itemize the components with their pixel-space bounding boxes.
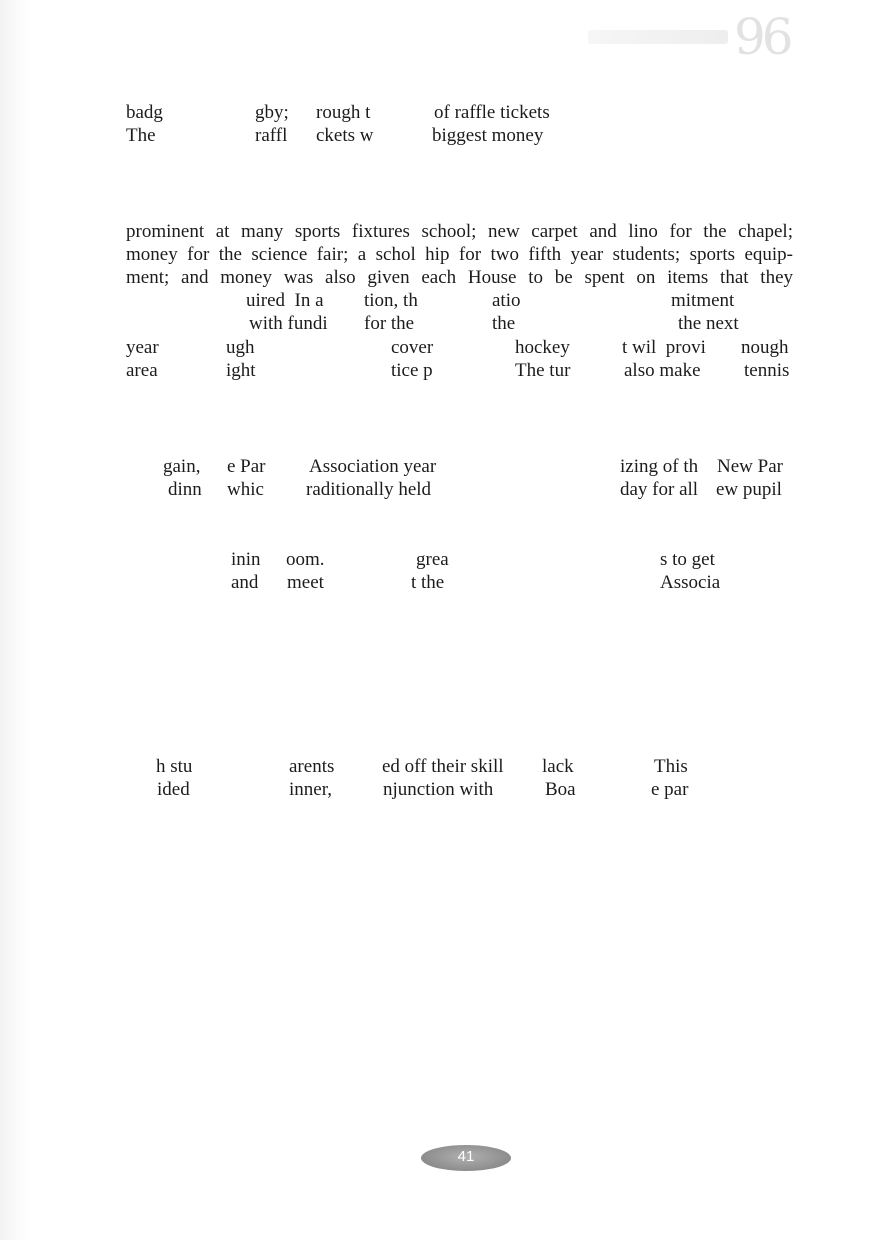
text-fragment: day for all [620, 479, 699, 500]
text-fragment: of raffle tickets [434, 102, 550, 123]
text-fragment: ided [157, 779, 190, 800]
text-fragment: tion, th [364, 290, 418, 311]
text-line: ment; and money was also given each House to be spent on items that they [126, 267, 793, 288]
text-fragment: raditionally held [306, 479, 432, 500]
text-fragment: inin [231, 549, 261, 570]
text-line: prominent at many sports fixtures school; new carpet and lino for the chapel; [126, 221, 793, 242]
page-number-badge [421, 1145, 511, 1171]
text-fragment: gain, [163, 456, 201, 477]
text-fragment: The [126, 125, 156, 146]
text-fragment: raffl [255, 125, 288, 146]
text-fragment: rough t [316, 102, 371, 123]
text-fragment: with fundi [249, 313, 328, 334]
text-fragment: e par [651, 779, 689, 800]
text-fragment: the next [678, 313, 739, 334]
text-fragment: atio [492, 290, 521, 311]
text-fragment: biggest money [432, 125, 544, 146]
text-fragment: for the [364, 313, 415, 334]
text-fragment: njunction with [383, 779, 494, 800]
text-fragment: The tur [515, 360, 571, 381]
text-fragment: cover [391, 337, 434, 358]
text-fragment: uired In a [246, 290, 324, 311]
text-fragment: grea [416, 549, 449, 570]
text-fragment: This [654, 756, 688, 777]
text-fragment: gby; [255, 102, 289, 123]
text-fragment: ew pupil [716, 479, 782, 500]
text-fragment: Boa [545, 779, 576, 800]
text-fragment: the [492, 313, 516, 334]
page-edge-shadow [0, 0, 30, 1240]
text-fragment: ight [226, 360, 256, 381]
text-fragment: t wil provi [622, 337, 706, 358]
text-fragment: badg [126, 102, 163, 123]
text-fragment: nough [741, 337, 789, 358]
page-number: 41 [457, 1148, 475, 1165]
text-fragment: area [126, 360, 158, 381]
text-fragment: hockey [515, 337, 570, 358]
running-header [588, 30, 728, 44]
text-fragment: tice p [391, 360, 433, 381]
text-fragment: ed off their skill [382, 756, 504, 777]
text-fragment: Association year [309, 456, 437, 477]
text-fragment: also make [624, 360, 701, 381]
text-fragment: s to get [660, 549, 715, 570]
text-fragment: year [126, 337, 159, 358]
text-fragment: and [231, 572, 259, 593]
text-fragment: oom. [286, 549, 325, 570]
text-fragment: arents [289, 756, 335, 777]
text-line: money for the science fair; a schol hip for two fifth year students; sports equip- [126, 244, 793, 265]
text-fragment: tennis [744, 360, 790, 381]
text-fragment: izing of th [620, 456, 699, 477]
text-fragment: mitment [671, 290, 735, 311]
text-fragment: dinn [168, 479, 202, 500]
text-fragment: meet [287, 572, 324, 593]
text-fragment: ugh [226, 337, 255, 358]
text-fragment: New Par [717, 456, 783, 477]
text-fragment: h stu [156, 756, 193, 777]
text-fragment: whic [227, 479, 264, 500]
text-fragment: t the [411, 572, 445, 593]
text-fragment: ckets w [316, 125, 374, 146]
text-fragment: lack [542, 756, 574, 777]
text-fragment: Associa [660, 572, 721, 593]
text-fragment: inner, [289, 779, 333, 800]
large-page-number: 96 [734, 8, 790, 66]
text-fragment: e Par [227, 456, 266, 477]
